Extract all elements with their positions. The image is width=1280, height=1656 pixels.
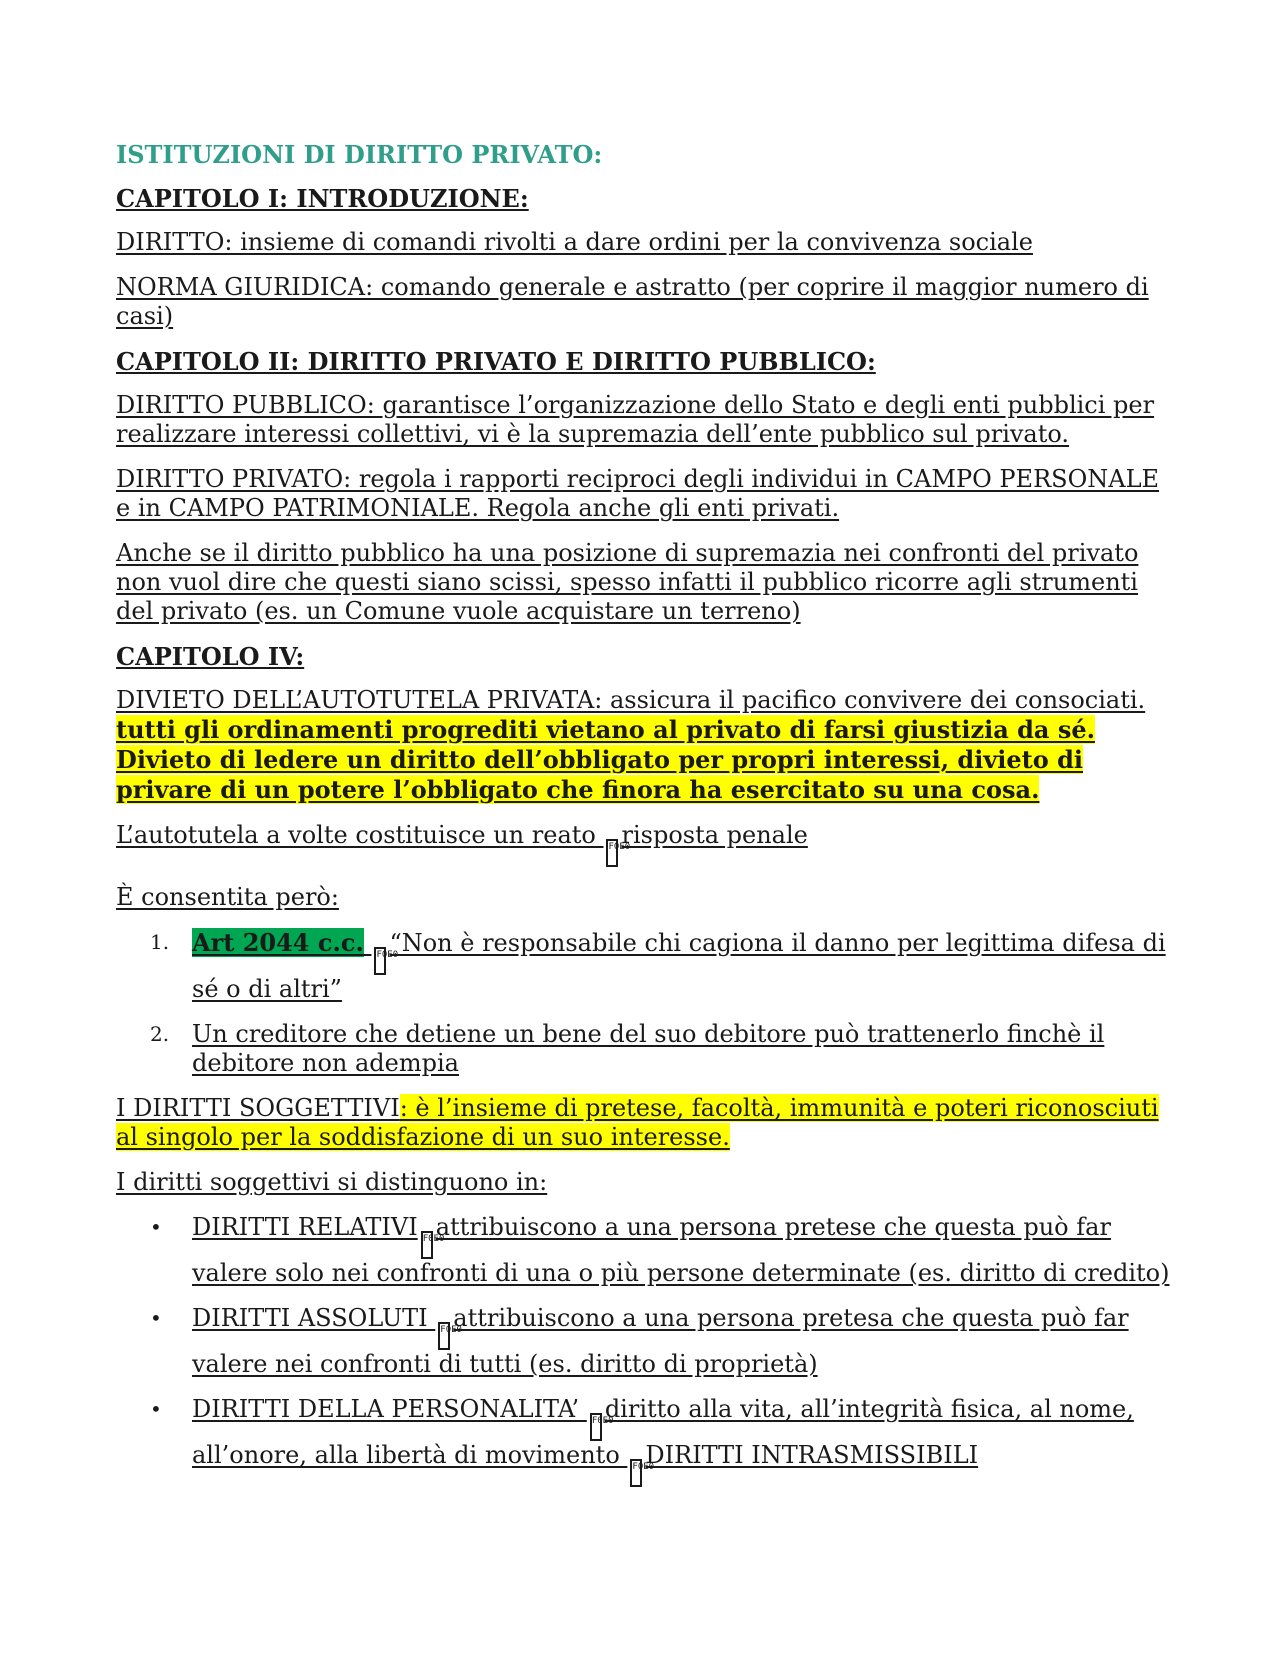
- list-item: [116, 1213, 1176, 1288]
- paragraph-distinguono: I diritti soggettivi si distinguono in:: [116, 1168, 548, 1196]
- arrow-icon: F0E0: [630, 1459, 642, 1487]
- list-item-text: Un creditore che detiene un bene del suo debitore può trattenerlo finchè il debitore non adempia: [192, 1020, 1105, 1077]
- arrow-icon: F0E0: [606, 839, 618, 867]
- paragraph-supremazia: Anche se il diritto pubblico ha una posizione di supremazia nei confronti del privato non vuol dire che questi siano scissi, spesso infatti il pubblico ricorre agli strumenti del privato (es. un Comune vuole acquistare un terreno): [116, 539, 1139, 625]
- list-item: [116, 928, 1176, 1004]
- bullet-list: [116, 1213, 1176, 1487]
- document-title: ISTITUZIONI DI DIRITTO PRIVATO:: [116, 140, 603, 169]
- arrow-icon: F0E0: [590, 1413, 602, 1441]
- diritti-soggettivi-label: I DIRITTI SOGGETTIVI: [116, 1094, 400, 1122]
- list-marker: 2.: [150, 1022, 170, 1046]
- reato-text-after: risposta penale: [621, 821, 808, 849]
- reato-text: L’autotutela a volte costituisce un reato: [116, 821, 604, 849]
- bullet-label: DIRITTI RELATIVI: [192, 1213, 418, 1241]
- arrow-icon: F0E0: [374, 947, 386, 975]
- paragraph-diritto: DIRITTO: insieme di comandi rivolti a dare ordini per la convivenza sociale: [116, 228, 1033, 256]
- document-page: [116, 140, 1176, 1503]
- paragraph-norma-giuridica: NORMA GIURIDICA: comando generale e astratto (per coprire il maggior numero di casi): [116, 273, 1149, 330]
- paragraph-diritto-pubblico: DIRITTO PUBBLICO: garantisce l’organizzazione dello Stato e degli enti pubblici per realizzare interessi collettivi, vi è la supremazia dell’ente pubblico sul privato.: [116, 391, 1155, 448]
- autotutela-text: DIVIETO DELL’AUTOTUTELA PRIVATA: assicura il pacifico convivere dei consociati.: [116, 686, 1146, 714]
- list-item: [116, 1304, 1176, 1379]
- diritti-soggettivi-highlight: : è l’insieme di pretese, facoltà, immunità e poteri riconosciuti al singolo per la soddisfazione di un suo interesse.: [116, 1094, 1159, 1151]
- paragraph-autotutela: [116, 686, 1176, 805]
- bullet-text: attribuiscono a una persona pretese che questa può far valere solo nei confronti di una o più persone determinate (es. diritto di credito): [192, 1213, 1170, 1287]
- list-item-text: “Non è responsabile chi cagiona il danno per legittima difesa di sé o di altri”: [192, 929, 1166, 1003]
- paragraph-diritti-soggettivi: [116, 1094, 1176, 1152]
- numbered-list: [116, 928, 1176, 1078]
- paragraph-reato: [116, 821, 1176, 867]
- paragraph-diritto-privato: DIRITTO PRIVATO: regola i rapporti reciproci degli individui in CAMPO PERSONALE e in CAMPO PATRIMONIALE. Regola anche gli enti privati.: [116, 465, 1160, 522]
- article-highlight: Art 2044 c.c.: [192, 928, 364, 957]
- bullet-label: DIRITTI ASSOLUTI: [192, 1304, 436, 1332]
- chapter-1-heading: CAPITOLO I: INTRODUZIONE:: [116, 184, 529, 213]
- list-item: [116, 1020, 1176, 1078]
- bullet-text-end: DIRITTI INTRASMISSIBILI: [645, 1441, 979, 1469]
- arrow-icon: F0E0: [421, 1231, 433, 1259]
- arrow-icon: F0E0: [438, 1322, 450, 1350]
- autotutela-highlight: tutti gli ordinamenti progrediti vietano al privato di farsi giustizia da sé. Divieto di ledere un diritto dell’obbligato per propri interessi, divieto di privare di un potere l’obbligato che finora ha esercitato su una cosa.: [116, 715, 1095, 804]
- bullet-icon: •: [150, 1215, 162, 1239]
- paragraph-consentita: È consentita però:: [116, 883, 339, 911]
- list-item: [116, 1395, 1176, 1487]
- bullet-text: attribuiscono a una persona pretesa che questa può far valere nei confronti di tutti (es. diritto di proprietà): [192, 1304, 1129, 1378]
- bullet-label: DIRITTI DELLA PERSONALITA’: [192, 1395, 587, 1423]
- chapter-2-heading: CAPITOLO II: DIRITTO PRIVATO E DIRITTO PUBBLICO:: [116, 347, 876, 376]
- bullet-icon: •: [150, 1397, 162, 1421]
- bullet-icon: •: [150, 1306, 162, 1330]
- list-marker: 1.: [150, 930, 170, 954]
- chapter-4-heading: CAPITOLO IV:: [116, 642, 305, 671]
- bullet-text: diritto alla vita, all’integrità fisica, al nome, all’onore, alla libertà di movimento: [192, 1395, 1134, 1469]
